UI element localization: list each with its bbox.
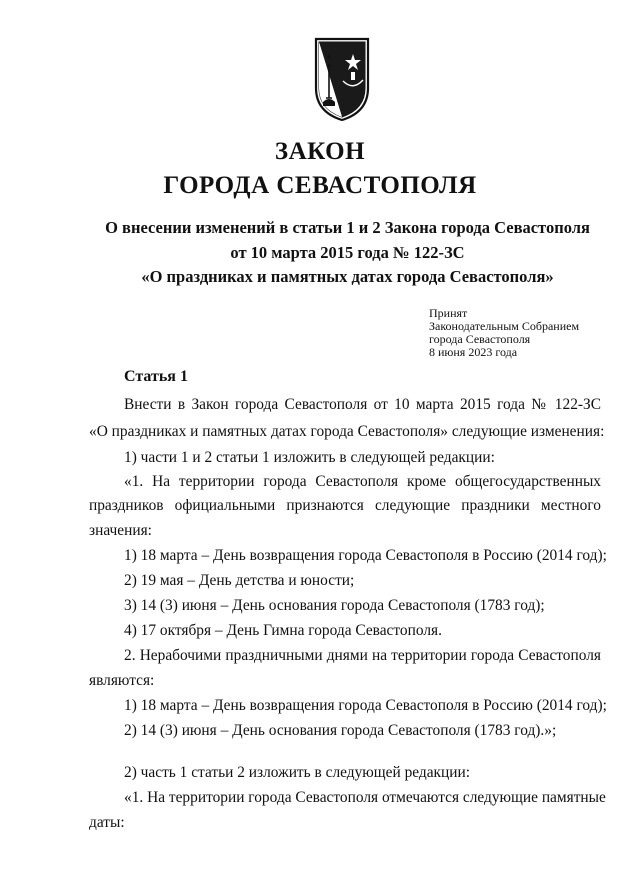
law-city: ГОРОДА СЕВАСТОПОЛЯ — [163, 172, 477, 199]
body-line: 2. Нерабочими праздничными днями на территории города Севастополя — [124, 647, 601, 664]
adoption-note — [429, 307, 579, 359]
body-line: праздников официальными признаются следующие праздники местного — [89, 497, 601, 514]
law-subtitle-line-1: О внесении изменений в статьи 1 и 2 Закона города Севастополя — [105, 218, 590, 237]
body-line: Внести в Закон города Севастополя от 10 марта 2015 года № 122-ЗС — [124, 396, 601, 413]
sevastopol-coat-of-arms-icon — [313, 36, 371, 122]
body-line: 4) 17 октября – День Гимна города Севастополя. — [124, 622, 442, 639]
body-line: значения: — [89, 522, 152, 539]
adoption-line: города Севастополя — [429, 332, 531, 346]
body-line: «1. На территории города Севастополя отмечаются следующие памятные — [124, 789, 606, 806]
body-line: являются: — [89, 672, 155, 689]
body-line: 1) части 1 и 2 статьи 1 изложить в следующей редакции: — [124, 449, 495, 466]
adoption-line: Законодательным Собранием — [429, 319, 580, 333]
article-heading: Статья 1 — [124, 368, 188, 385]
adoption-line: Принят — [429, 306, 468, 320]
body-line: 2) 14 (3) июня – День основания города Севастополя (1783 год).»; — [124, 722, 557, 739]
body-line: 2) часть 1 статьи 2 изложить в следующей редакции: — [124, 764, 471, 781]
body-line: «1. На территории города Севастополя кроме общегосударственных — [124, 473, 601, 490]
adoption-date: 8 июня 2023 года — [429, 345, 518, 359]
body-line: 3) 14 (3) июня – День основания города Севастополя (1783 год); — [124, 597, 545, 614]
law-subtitle-line-3: «О праздниках и памятных датах города Севастополя» — [141, 267, 554, 286]
body-line: «О праздниках и памятных датах города Севастополя» следующие изменения: — [89, 423, 605, 440]
body-line: даты: — [89, 814, 125, 831]
body-line: 1) 18 марта – День возвращения города Севастополя в Россию (2014 год); — [124, 697, 607, 714]
body-line: 2) 19 мая – День детства и юности; — [124, 572, 355, 589]
body-line: 1) 18 марта – День возвращения города Севастополя в Россию (2014 год); — [124, 547, 607, 564]
law-title: ЗАКОН — [274, 138, 366, 165]
law-subtitle-line-2: от 10 марта 2015 года № 122-ЗС — [230, 243, 465, 262]
